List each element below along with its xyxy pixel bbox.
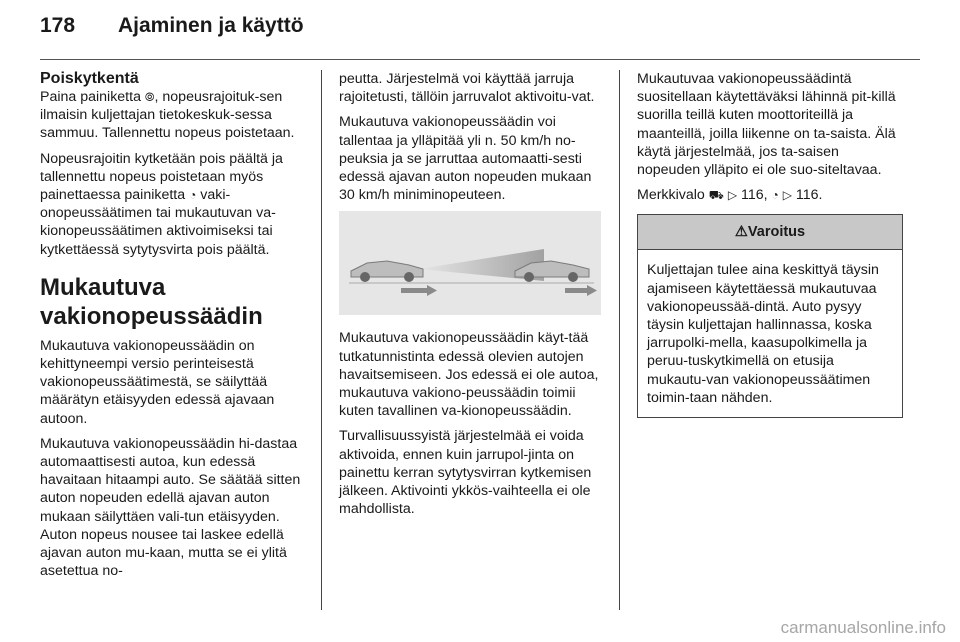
header-rule: [40, 59, 920, 60]
radar-illustration: [339, 211, 601, 315]
section-title: Mukautuva vakionopeussäädin: [40, 273, 263, 330]
warning-title: Varoitus: [747, 224, 806, 241]
warning-text: Kuljettajan tulee aina keskittyä täysin ajamiseen käytettäessä mukautuvaa vakionopeussää-dintä. Auto pysyy täysin kuljettajan hallinnassa, koska jarrupolki-mella, kaasupolkimella ja peruu-tuskytkimellä on etusija mukautu-van vakionopeussäätimen toimin-taan nähden.: [647, 262, 879, 406]
speed-limiter-icon: ⦾: [144, 90, 155, 104]
column-left: [40, 70, 306, 587]
paragraph: peutta. Järjestelmä voi käyttää jarruja rajoitetusti, tällöin jarruvalot aktivoitu-vat.: [339, 71, 595, 106]
car-icon: ⛟: [708, 188, 724, 203]
page-reference-arrow-icon: ▷: [782, 188, 792, 203]
page-reference-arrow-icon: ▷: [727, 188, 738, 203]
direction-arrow-icon: [565, 285, 597, 296]
column-right: [637, 70, 903, 418]
watermark: carmanualsonline.info: [780, 618, 946, 637]
page-number: 178: [40, 14, 76, 37]
page-title: Ajaminen ja käyttö: [118, 14, 304, 37]
warning-box: [637, 214, 903, 418]
section-heading: Poiskytkentä: [40, 70, 139, 87]
warning-triangle-icon: ⚠: [734, 224, 748, 241]
paragraph: Mukautuva vakionopeussäädin voi tallentaa ja ylläpitää yli n. 50 km/h no-peuksia ja se jarruttaa automaatti-sesti edessä ajavan auton nopeuden mukaan 30 km/h miniminopeuteen.: [339, 114, 592, 204]
paragraph: Turvallisuussyistä järjestelmää ei voida aktivoida, ennen kuin jarrupol-jinta on painettu kerran sytytysvirran kytkemisen jälkeen. Aktivointi ykkös-vaihteella ei ole mahdollista.: [339, 428, 592, 518]
column-middle: [339, 70, 605, 525]
column-divider: [321, 70, 322, 610]
direction-arrow-icon: [401, 285, 437, 296]
paragraph: Mukautuva vakionopeussäädin käyt-tää tutkatunnistinta edessä olevien autojen havaitsemiseen. Jos edessä ei ole autoa, mukautuva vakiono-peussäädin toimii kuten tavallinen va-kionopeussäädin.: [339, 330, 599, 420]
paragraph: Mukautuvaa vakionopeussäädintä suositellaan käytettäväksi lähinnä pit-killä suorilla teillä kuten moottoriteillä ja maanteillä, joilla liikenne on ta-saista. Älä käytä järjestelmää, jos ta-saisen nopeuden ylläpito ei ole suo-siteltavaa.: [637, 71, 896, 179]
paragraph: Mukautuva vakionopeussäädin on kehittyneempi versio perinteisestä vakionopeussäätimestä, se säilyttää määrätyn etäisyyden edessä ajavaan autoon.: [40, 337, 275, 427]
paragraph: Nopeusrajoitin kytketään pois päältä ja tallennettu nopeus poistetaan myös painettaessa painiketta ◔ vaki-onopeussäätimen tai mukautuvan va-kionopeussäätimen aktivoimiseksi tai kytkettäessä sytytysvirta pois päältä.: [40, 150, 283, 258]
warning-header: [638, 215, 902, 250]
reference-line: Merkkivalo ⛟ ▷ 116, ◔ ▷ 116.: [637, 187, 823, 204]
cruise-control-icon: ◔: [189, 188, 197, 203]
column-divider: [619, 70, 620, 610]
cruise-control-icon: ◔: [771, 188, 779, 203]
rear-car-icon: [351, 261, 423, 282]
paragraph: Mukautuva vakionopeussäädin hi-dastaa automaattisesti autoa, kun edessä havaitaan hitaampi auto. Se säätää sitten auton nopeuden edellä ajavan auton mukaan säilyttäen vali-tun etäisyyden. Auton nopeus nousee tai laskee edellä ajavan auton mu-kaan, mutta se ei ylitä asetettua no-: [40, 435, 301, 580]
paragraph: Paina painiketta ⦾, nopeusrajoituk-sen ilmaisin kuljettajan tietokeskuk-sessa sammuu. Tallennettu nopeus poistetaan.: [40, 89, 295, 142]
